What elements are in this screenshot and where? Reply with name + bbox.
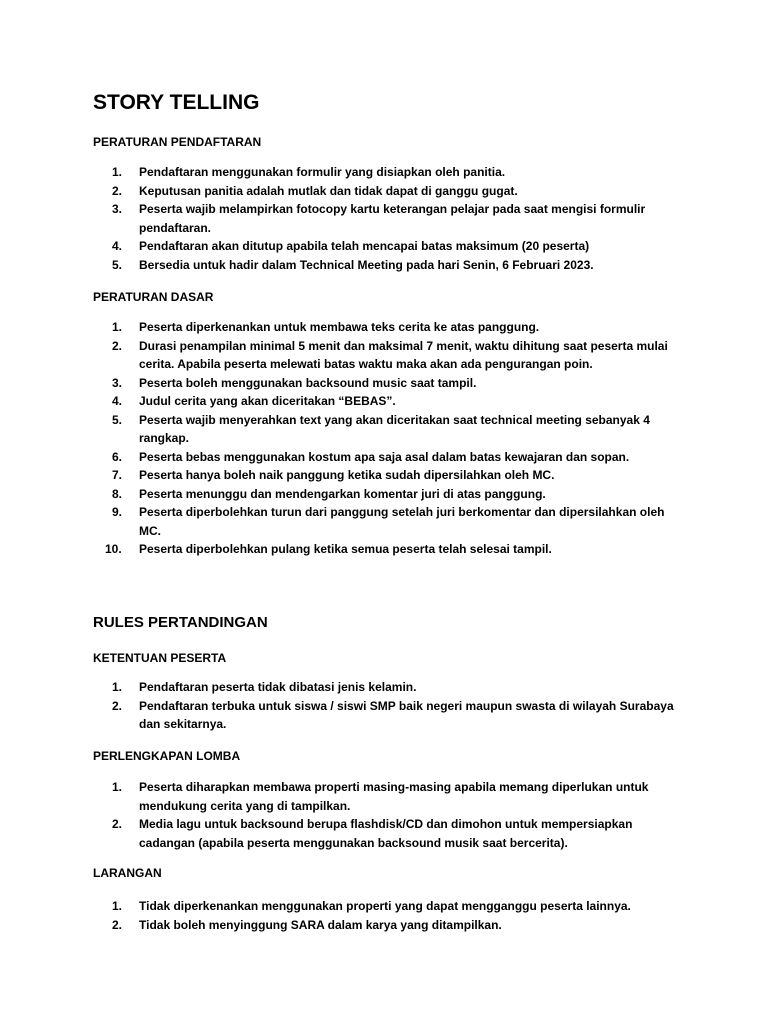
rules-title: RULES PERTANDINGAN xyxy=(93,614,268,631)
list-item: 3. Peserta wajib melampirkan fotocopy kartu keterangan pelajar pada saat mengisi formulir pendaftaran. xyxy=(112,202,646,235)
list-larangan xyxy=(0,897,768,934)
list-item: 1. Pendaftaran peserta tidak dibatasi jenis kelamin. xyxy=(112,680,417,694)
list-item: 9. Peserta diperbolehkan turun dari panggung setelah juri berkomentar dan dipersilahkan oleh MC. xyxy=(112,505,665,538)
list-item: 2. Keputusan panitia adalah mutlak dan tidak dapat di ganggu gugat. xyxy=(112,183,518,198)
list-item: 1. Peserta diharapkan membawa properti masing-masing apabila memang diperlukan untuk mendukung cerita yang di tampilkan. xyxy=(112,780,649,813)
list-item: 2. Durasi penampilan minimal 5 menit dan maksimal 7 menit, waktu dihitung saat peserta mulai cerita. Apabila peserta melewati batas waktu maka akan ada pengurangan poin. xyxy=(112,338,668,371)
list-peraturan-pendaftaran xyxy=(0,163,768,274)
list-item: 1. Tidak diperkenankan menggunakan properti yang dapat mengganggu peserta lainnya. xyxy=(112,899,631,913)
list-ketentuan-peserta xyxy=(0,678,768,734)
list-item: 5. Bersedia untuk hadir dalam Technical Meeting pada hari Senin, 6 Februari 2023. xyxy=(112,257,594,272)
list-item: 2. Media lagu untuk backsound berupa flashdisk/CD dan dimohon untuk mempersiapkan cadangan (apabila peserta menggunakan backsound musik saat bercerita). xyxy=(112,817,633,850)
list-item: 3. Peserta boleh menggunakan backsound music saat tampil. xyxy=(112,375,477,390)
list-item: 4. Judul cerita yang akan diceritakan “BEBAS”. xyxy=(112,394,396,408)
list-item: 7. Peserta hanya boleh naik panggung ketika sudah dipersilahkan oleh MC. xyxy=(112,468,555,482)
section-heading-peraturan-pendaftaran: PERATURAN PENDAFTARAN xyxy=(93,135,262,149)
list-peraturan-dasar xyxy=(0,318,768,559)
section-heading-ketentuan-peserta: KETENTUAN PESERTA xyxy=(93,651,227,665)
list-item: 4. Pendaftaran akan ditutup apabila telah mencapai batas maksimum (20 peserta) xyxy=(112,239,590,253)
section-heading-peraturan-dasar: PERATURAN DASAR xyxy=(93,290,214,304)
list-item: 1. Pendaftaran menggunakan formulir yang disiapkan oleh panitia. xyxy=(112,165,506,179)
list-item: 2. Pendaftaran terbuka untuk siswa / siswi SMP baik negeri maupun swasta di wilayah Surabaya dan sekitarnya. xyxy=(112,698,674,731)
list-item: 10. Peserta diperbolehkan pulang ketika semua peserta telah selesai tampil. xyxy=(105,542,552,556)
list-item: 5. Peserta wajib menyerahkan text yang akan diceritakan saat technical meeting sebanyak 4 rangkap. xyxy=(112,412,650,445)
list-item: 6. Peserta bebas menggunakan kostum apa saja asal dalam batas kewajaran dan sopan. xyxy=(112,449,630,464)
list-perlengkapan-lomba xyxy=(0,778,768,852)
section-heading-perlengkapan-lomba: PERLENGKAPAN LOMBA xyxy=(93,749,241,763)
list-item: 1. Peserta diperkenankan untuk membawa teks cerita ke atas panggung. xyxy=(112,320,540,334)
list-item: 2. Tidak boleh menyinggung SARA dalam karya yang ditampilkan. xyxy=(112,917,502,932)
page-title: STORY TELLING xyxy=(93,91,260,114)
list-item: 8. Peserta menunggu dan mendengarkan komentar juri di atas panggung. xyxy=(112,486,546,501)
section-heading-larangan: LARANGAN xyxy=(93,866,162,880)
